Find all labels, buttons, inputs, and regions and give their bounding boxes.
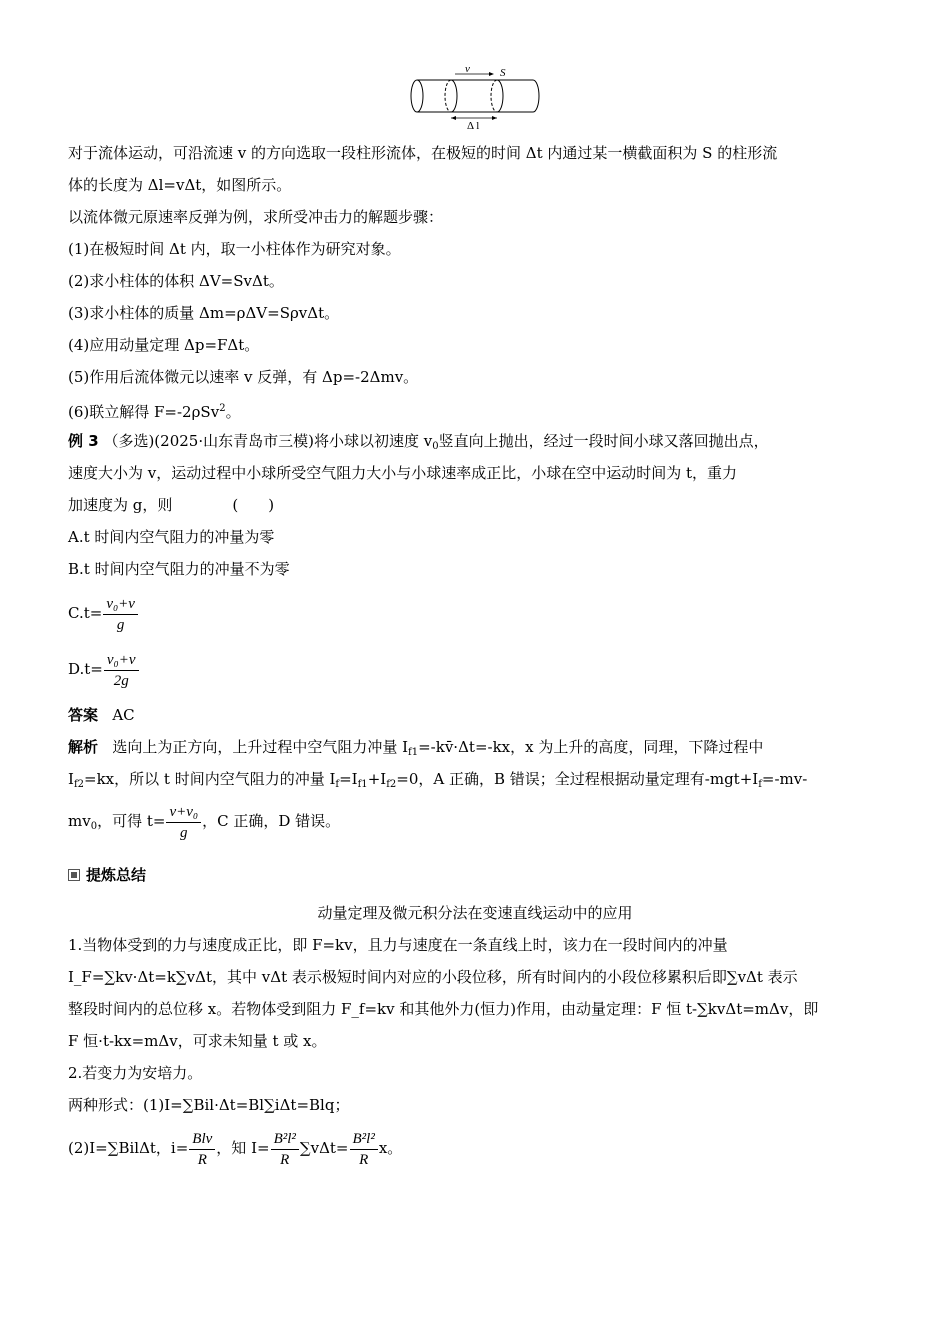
option-d-fraction: $\frac{\text{v₀+v}}{2g}$	[104, 650, 139, 691]
cylinder-figure	[405, 62, 545, 132]
velocity-label: v	[465, 63, 470, 75]
analysis-label: 解析	[68, 738, 99, 756]
step-3: (3)求小柱体的质量 Δm=ρΔV=SρvΔt。	[68, 304, 340, 322]
summary-p7: (2)I=∑BilΔt，i= $\frac{\text{Blv}}{R}$ ，知 I= $\frac{\text{B²l²}}{R}$ ∑vΔt= $\frac{\text{B²l²}}{R}$ x。	[68, 1130, 403, 1168]
example-question-line-1: 例 3 （多选)(2025·山东青岛市三模)将小球以初速度 $v_0$竖直向上抛出，经过一段时间小球又落回抛出点，	[68, 432, 769, 452]
intro-line-3: 以流体微元原速率反弹为例，求所受冲击力的解题步骤：	[68, 208, 444, 226]
option-a: A.t 时间内空气阻力的冲量为零	[68, 528, 275, 546]
summary-fraction-1: $\frac{\text{Blv}}{R}$	[189, 1129, 215, 1170]
summary-p3: 整段时间内的总位移 x。若物体受到阻力 F_f=kv 和其他外力(恒力)作用，由动量定理：F 恒 t-∑kvΔt=mΔv，即	[68, 1000, 819, 1018]
section-marker-icon	[68, 869, 80, 881]
intro-line-1: 对于流体运动，可沿流速 v 的方向选取一段柱形流体，在极短的时间 Δt 内通过某一横截面积为 S 的柱形流	[68, 144, 778, 162]
option-c: C.t= $\frac{\text{v₀+v}}{g}$	[68, 592, 883, 635]
analysis-line-3: $mv_0$，可得 t= $\frac{\text{v+v₀}}{g}$ ，C 正确，D 错误。	[68, 803, 341, 841]
step-1: (1)在极短时间 Δt 内，取一小柱体作为研究对象。	[68, 240, 401, 258]
answer-value: AC	[112, 706, 135, 724]
summary-p6: 两种形式：(1)I=∑Bil·Δt=Bl∑iΔt=Blq；	[68, 1096, 350, 1114]
example-question-line-3: 加速度为 g，则 ( )	[68, 496, 275, 514]
step-5: (5)作用后流体微元以速率 v 反弹，有 Δp=-2Δmv。	[68, 368, 419, 386]
summary-fraction-3: $\frac{\text{B²l²}}{R}$	[350, 1129, 378, 1170]
step-2: (2)求小柱体的体积 ΔV=SvΔt。	[68, 272, 284, 290]
analysis-line-1: 解析 选向上为正方向，上升过程中空气阻力冲量 $I_{f1}=-kv̄\cdot\Delta t=-kx$，x 为上升的高度，同理，下降过程中	[68, 738, 764, 758]
summary-p4: F 恒·t-kx=mΔv，可求未知量 t 或 x。	[68, 1032, 327, 1050]
summary-fraction-2: $\frac{\text{B²l²}}{R}$	[271, 1129, 299, 1170]
option-b: B.t 时间内空气阻力的冲量不为零	[68, 560, 290, 578]
answer-label: 答案	[68, 706, 99, 724]
example-label: 例 3	[68, 432, 99, 450]
summary-p1: 1.当物体受到的力与速度成正比，即 F=kv，且力与速度在一条直线上时，该力在一段时间内的冲量	[68, 936, 728, 954]
intro-line-2: 体的长度为 Δl=vΔt，如图所示。	[68, 176, 292, 194]
answer-line	[68, 704, 883, 726]
area-label: S	[500, 67, 506, 79]
example-question-line-2: 速度大小为 v，运动过程中小球所受空气阻力大小与小球速率成正比，小球在空中运动时间为 t，重力	[68, 464, 738, 482]
option-c-fraction: $\frac{\text{v₀+v}}{g}$	[103, 594, 138, 635]
summary-p2: I_F=∑kv·Δt=k∑vΔt，其中 vΔt 表示极短时间内对应的小段位移，所有时间内的小段位移累积后即∑vΔt 表示	[68, 968, 798, 986]
summary-title: 动量定理及微元积分法在变速直线运动中的应用	[317, 904, 633, 922]
step-6: (6)联立解得 F=-2ρSv$^2$。	[68, 403, 241, 421]
analysis-line-2: $I_{f2}=kx$，所以 t 时间内空气阻力的冲量 $I_f=I_{f1}+I_{f2}=0$，A 正确，B 错误；全过程根据动量定理有$-mgt+I_f=-mv-$	[68, 770, 808, 790]
summary-heading: 提炼总结	[68, 864, 883, 886]
analysis-fraction: $\frac{\text{v+v₀}}{g}$	[166, 802, 201, 843]
option-d: D.t= $\frac{\text{v₀+v}}{2g}$	[68, 648, 883, 691]
summary-p5: 2.若变力为安培力。	[68, 1064, 203, 1082]
length-label: Δ l	[467, 120, 480, 132]
step-4: (4)应用动量定理 Δp=FΔt。	[68, 336, 260, 354]
